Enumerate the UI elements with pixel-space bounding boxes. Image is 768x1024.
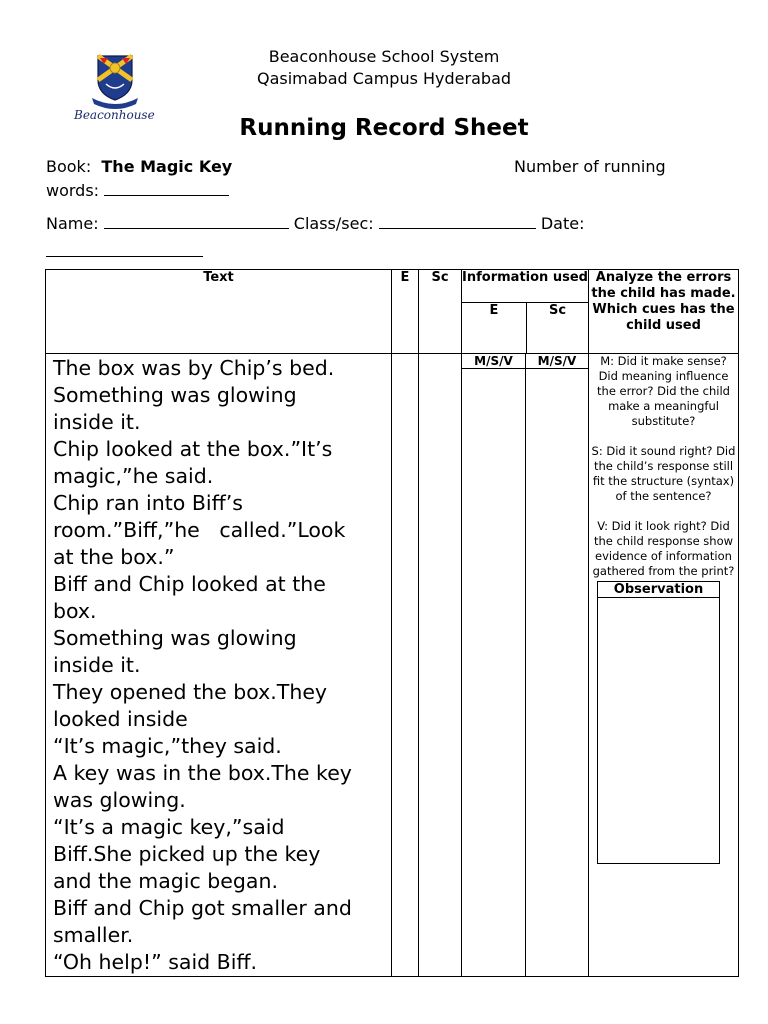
passage-line: Biff and Chip got smaller and xyxy=(53,896,352,920)
passage-line: The box was by Chip’s bed. xyxy=(53,356,335,380)
passage-line: Chip ran into Biff’s xyxy=(53,491,243,515)
header-sc: Sc xyxy=(419,270,462,354)
passage-text xyxy=(46,354,392,977)
analysis-structure: S: Did it sound right? Did the child’s response still fit the structure (syntax) of the sentence? xyxy=(591,444,736,503)
book-title: The Magic Key xyxy=(101,157,233,176)
passage-line: Biff.She picked up the key xyxy=(53,842,321,866)
running-record-table xyxy=(45,269,739,977)
running-words-label-2: words: xyxy=(46,181,100,200)
campus-name: Qasimabad Campus Hyderabad xyxy=(256,69,512,88)
passage-line: “Oh help!” said Biff. xyxy=(53,950,258,974)
running-words-field[interactable] xyxy=(104,181,229,196)
msv-e-column[interactable] xyxy=(462,354,526,977)
name-field[interactable] xyxy=(104,214,289,229)
passage-line: room.”Biff,”he called.”Look xyxy=(53,518,346,542)
msv-e: M/S/V xyxy=(462,354,525,369)
passage-line: box. xyxy=(53,599,97,623)
msv-sc-column[interactable] xyxy=(526,354,589,977)
passage-line: Something was glowing xyxy=(53,383,297,407)
passage-line: smaller. xyxy=(53,923,134,947)
passage-line: looked inside xyxy=(53,707,188,731)
e-column[interactable] xyxy=(392,354,419,977)
header-analyze: Analyze the errors the child has made. Which cues has the child used xyxy=(589,270,739,354)
observation-label: Observation xyxy=(598,582,719,598)
msv-sc: M/S/V xyxy=(526,354,588,369)
class-field[interactable] xyxy=(379,214,536,229)
passage-line: They opened the box.They xyxy=(53,680,328,704)
analysis-visual: V: Did it look right? Did the child response show evidence of information gathered from the print? xyxy=(592,519,735,578)
date-label: Date: xyxy=(540,214,585,233)
passage-line: at the box.” xyxy=(53,545,175,569)
sc-column[interactable] xyxy=(419,354,462,977)
analysis-column xyxy=(589,354,739,977)
school-header xyxy=(0,46,768,90)
passage-line: inside it. xyxy=(53,410,141,434)
running-words-line xyxy=(46,181,229,200)
passage-line: and the magic began. xyxy=(53,869,278,893)
info-sc: Sc xyxy=(548,303,567,318)
name-label: Name: xyxy=(46,214,99,233)
header-information-used: Information used E Sc xyxy=(462,270,589,354)
date-field[interactable] xyxy=(46,242,203,257)
page-title: Running Record Sheet xyxy=(239,115,529,141)
class-label: Class/sec: xyxy=(293,214,374,233)
running-words-label: Number of running xyxy=(514,157,666,176)
logo-wordmark: Beaconhouse xyxy=(74,108,155,122)
analysis-meaning: M: Did it make sense? Did meaning influence the error? Did the child make a meaningful substitute? xyxy=(597,354,730,428)
passage-line: Chip looked at the box.”It’s xyxy=(53,437,333,461)
observation-box[interactable] xyxy=(597,581,720,864)
school-name: Beaconhouse School System xyxy=(268,47,500,66)
passage-line: A key was in the box.The key xyxy=(53,761,352,785)
passage-line: “It’s magic,”they said. xyxy=(53,734,282,758)
header-e: E xyxy=(392,270,419,354)
student-info-line xyxy=(46,214,584,233)
passage-line: Something was glowing xyxy=(53,626,297,650)
passage-line: inside it. xyxy=(53,653,141,677)
passage-line: Biff and Chip looked at the xyxy=(53,572,326,596)
info-e: E xyxy=(462,303,527,353)
passage-line: “It’s a magic key,”said xyxy=(53,815,285,839)
date-line xyxy=(46,242,203,261)
header-text: Text xyxy=(46,270,392,354)
book-line xyxy=(46,157,232,176)
book-label: Book: xyxy=(46,157,92,176)
passage-line: magic,”he said. xyxy=(53,464,214,488)
passage-line: was glowing. xyxy=(53,788,186,812)
